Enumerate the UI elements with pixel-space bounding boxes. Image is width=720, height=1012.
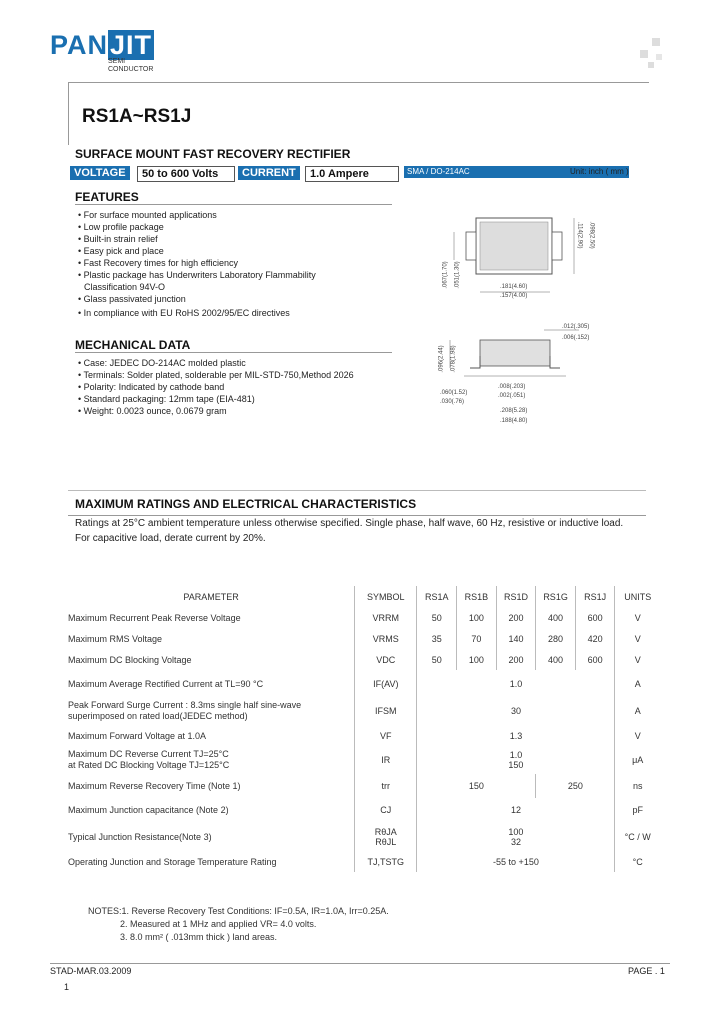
- value-cell: [417, 822, 615, 851]
- table-row: [66, 628, 660, 649]
- header-cell: SYMBOL: [355, 586, 417, 607]
- mechanical-item: • Weight: 0.0023 ounce, 0.0679 gram: [78, 406, 227, 416]
- param-cell: Maximum Junction capacitance (Note 2): [68, 805, 229, 815]
- note-2: 2. Measured at 1 MHz and applied VR= 4.0 volts.: [120, 919, 317, 929]
- feature-item: Classification 94V-O: [84, 282, 166, 292]
- table-row: [66, 649, 660, 670]
- unit-cell: V: [615, 649, 660, 670]
- value-cell: 150: [417, 774, 536, 798]
- footer-page: PAGE . 1: [628, 966, 665, 976]
- ratings-condition-2: For capacitive load, derate current by 20%.: [75, 533, 266, 544]
- dim-label: .078(1.98): [450, 345, 457, 373]
- features-list: [78, 209, 316, 319]
- header-cell: RS1J: [575, 586, 615, 607]
- value-cell: 50: [417, 607, 457, 628]
- value-cell: 400: [536, 649, 576, 670]
- value-cell: 140: [496, 628, 536, 649]
- value-cell: 200: [496, 649, 536, 670]
- value-line: 1.0: [509, 750, 523, 760]
- dim-label: .012(.305): [562, 324, 590, 330]
- unit-cell: A: [615, 697, 660, 725]
- symbol-cell: IF(AV): [355, 670, 417, 697]
- part-title: RS1A~RS1J: [82, 106, 192, 127]
- feature-item: • In compliance with EU RoHS 2002/95/EC directives: [78, 308, 290, 318]
- value-line: 32: [510, 836, 521, 847]
- unit-cell: A: [615, 670, 660, 697]
- unit-cell: V: [615, 725, 660, 746]
- unit-cell: °C / W: [615, 822, 660, 851]
- symbol-cell: trr: [355, 774, 417, 798]
- param-cell: Maximum Reverse Recovery Time (Note 1): [68, 781, 241, 791]
- logo-sub1: SEMI: [108, 58, 126, 65]
- value-cell: 420: [575, 628, 615, 649]
- logo-sub2: CONDUCTOR: [108, 66, 154, 73]
- unit-cell: ns: [615, 774, 660, 798]
- symbol-cell: [355, 822, 417, 851]
- dim-label: .060(1.52): [440, 390, 468, 396]
- symbol-line: RθJA: [374, 826, 397, 837]
- param-cell: Maximum Average Rectified Current at TL=90 °C: [68, 678, 264, 689]
- value-cell: 50: [417, 649, 457, 670]
- dim-label: .181(4.60): [500, 284, 528, 290]
- table-row: [66, 697, 660, 725]
- voltage-value: 50 to 600 Volts: [137, 166, 235, 182]
- unit-cell: V: [615, 628, 660, 649]
- table-row: [66, 746, 660, 774]
- table-row: [66, 822, 660, 851]
- value-cell: 100: [457, 607, 497, 628]
- value-cell: -55 to +150: [417, 851, 615, 872]
- unit-cell: μA: [615, 746, 660, 774]
- table-row: [66, 798, 660, 822]
- ratings-table: [66, 586, 660, 872]
- mechanical-item: • Terminals: Solder plated, solderable per MIL-STD-750,Method 2026: [78, 370, 354, 380]
- value-cell: 250: [536, 774, 615, 798]
- symbol-cell: IR: [355, 746, 417, 774]
- dim-label: .008(.203): [498, 384, 526, 390]
- value-cell: 35: [417, 628, 457, 649]
- table-row: [66, 607, 660, 628]
- voltage-label: VOLTAGE: [70, 166, 130, 180]
- dim-label: .051(1.30): [454, 261, 461, 289]
- symbol-cell: VRMS: [355, 628, 417, 649]
- symbol-cell: VRRM: [355, 607, 417, 628]
- table-row: [66, 725, 660, 746]
- param-cell: [66, 746, 355, 774]
- value-cell: [417, 746, 615, 774]
- param-cell: Maximum Forward Voltage at 1.0A: [68, 730, 207, 741]
- feature-item: • For surface mounted applications: [78, 210, 217, 220]
- param-cell: Maximum RMS Voltage: [68, 633, 163, 644]
- header-cell: UNITS: [615, 586, 660, 607]
- value-cell: 600: [575, 649, 615, 670]
- value-cell: 200: [496, 607, 536, 628]
- value-line: 150: [508, 760, 524, 770]
- value-cell: 12: [417, 798, 615, 822]
- part-subtitle: SURFACE MOUNT FAST RECOVERY RECTIFIER: [75, 147, 351, 161]
- mechanical-item: • Standard packaging: 12mm tape (EIA-481): [78, 394, 255, 404]
- unit-cell: pF: [615, 798, 660, 822]
- feature-item: • Easy pick and place: [78, 246, 164, 256]
- feature-item: • Fast Recovery times for high efficiency: [78, 258, 239, 268]
- header-cell: RS1D: [496, 586, 536, 607]
- note-1: NOTES:1. Reverse Recovery Test Conditions: IF=0.5A, IR=1.0A, Irr=0.25A.: [88, 906, 389, 916]
- value-cell: 600: [575, 607, 615, 628]
- package-name: SMA / DO-214AC: [404, 166, 629, 178]
- dim-label: .006(.152): [562, 335, 590, 341]
- symbol-cell: VDC: [355, 649, 417, 670]
- value-cell: 100: [457, 649, 497, 670]
- package-unit: Unit: inch ( mm ): [570, 167, 629, 176]
- header-cell: RS1G: [536, 586, 576, 607]
- feature-item: • Low profile package: [78, 222, 164, 232]
- feature-item: • Glass passivated junction: [78, 294, 186, 304]
- table-header-row: [66, 586, 660, 607]
- symbol-line: RθJL: [375, 836, 397, 847]
- dim-label: .188(4.80): [500, 418, 528, 424]
- ratings-condition-1: Ratings at 25°C ambient temperature unless otherwise specified. Single phase, half wave, 60 Hz, resistive or inductive load.: [75, 518, 624, 529]
- logo-brand-b: JIT: [110, 30, 153, 60]
- param-line: at Rated DC Blocking Voltage TJ=125°C: [68, 760, 230, 770]
- feature-item: • Built-in strain relief: [78, 234, 158, 244]
- header-cell: RS1A: [417, 586, 457, 607]
- mechanical-title: MECHANICAL DATA: [75, 338, 392, 353]
- current-value: 1.0 Ampere: [305, 166, 399, 182]
- mechanical-item: • Polarity: Indicated by cathode band: [78, 382, 225, 392]
- param-cell: Maximum Recurrent Peak Reverse Voltage: [68, 612, 241, 623]
- value-cell: 30: [417, 697, 615, 725]
- param-cell: [66, 697, 355, 725]
- symbol-cell: CJ: [355, 798, 417, 822]
- symbol-cell: VF: [355, 725, 417, 746]
- header-cell: RS1B: [457, 586, 497, 607]
- notes: [88, 905, 389, 944]
- value-cell: 280: [536, 628, 576, 649]
- feature-item: • Plastic package has Underwriters Laboratory Flammability: [78, 270, 316, 280]
- ratings-title: MAXIMUM RATINGS AND ELECTRICAL CHARACTERISTICS: [75, 497, 417, 511]
- package-drawing: [404, 180, 634, 440]
- table-row: [66, 774, 660, 798]
- dim-label: .096(2.44): [438, 345, 445, 373]
- panjit-logo: [50, 30, 154, 61]
- symbol-cell: IFSM: [355, 697, 417, 725]
- footer-date: STAD-MAR.03.2009: [50, 966, 132, 976]
- table-row: [66, 851, 660, 872]
- param-cell: Operating Junction and Storage Temperature Rating: [68, 856, 277, 867]
- param-line: Maximum DC Reverse Current TJ=25°C: [68, 749, 229, 759]
- dim-label: .030(.76): [440, 399, 465, 405]
- unit-cell: °C: [615, 851, 660, 872]
- value-cell: 1.0: [417, 670, 615, 697]
- dim-label: .098(2.50): [588, 221, 595, 249]
- note-3: 3. 8.0 mm² ( .013mm thick ) land areas.: [120, 932, 278, 942]
- unit-cell: V: [615, 607, 660, 628]
- table-row: [66, 670, 660, 697]
- value-cell: 1.3: [417, 725, 615, 746]
- param-cell: Maximum DC Blocking Voltage: [68, 654, 192, 665]
- features-title: FEATURES: [75, 190, 392, 205]
- value-cell: 70: [457, 628, 497, 649]
- dim-label: .157(4.00): [500, 293, 528, 299]
- dim-label: .002(.051): [498, 393, 526, 399]
- symbol-cell: TJ,TSTG: [355, 851, 417, 872]
- mechanical-item: • Case: JEDEC DO-214AC molded plastic: [78, 358, 246, 368]
- param-line: superimposed on rated load(JEDEC method): [68, 711, 248, 721]
- footer-number: 1: [64, 982, 70, 992]
- dim-label: .114(2.90): [576, 221, 583, 249]
- param-cell: Typical Junction Resistance(Note 3): [68, 831, 212, 842]
- value-cell: 400: [536, 607, 576, 628]
- value-line: 100: [508, 826, 524, 837]
- logo-brand-a: PAN: [50, 30, 109, 60]
- param-line: Peak Forward Surge Current : 8.3ms single half sine-wave: [68, 700, 302, 710]
- mechanical-list: [78, 357, 354, 417]
- logo-subtext: [108, 58, 153, 74]
- current-label: CURRENT: [238, 166, 300, 180]
- header-cell: PARAMETER: [183, 591, 239, 602]
- dim-label: .067(1.70): [442, 261, 449, 289]
- dim-label: .208(5.28): [500, 408, 528, 414]
- footer-divider: [50, 963, 670, 964]
